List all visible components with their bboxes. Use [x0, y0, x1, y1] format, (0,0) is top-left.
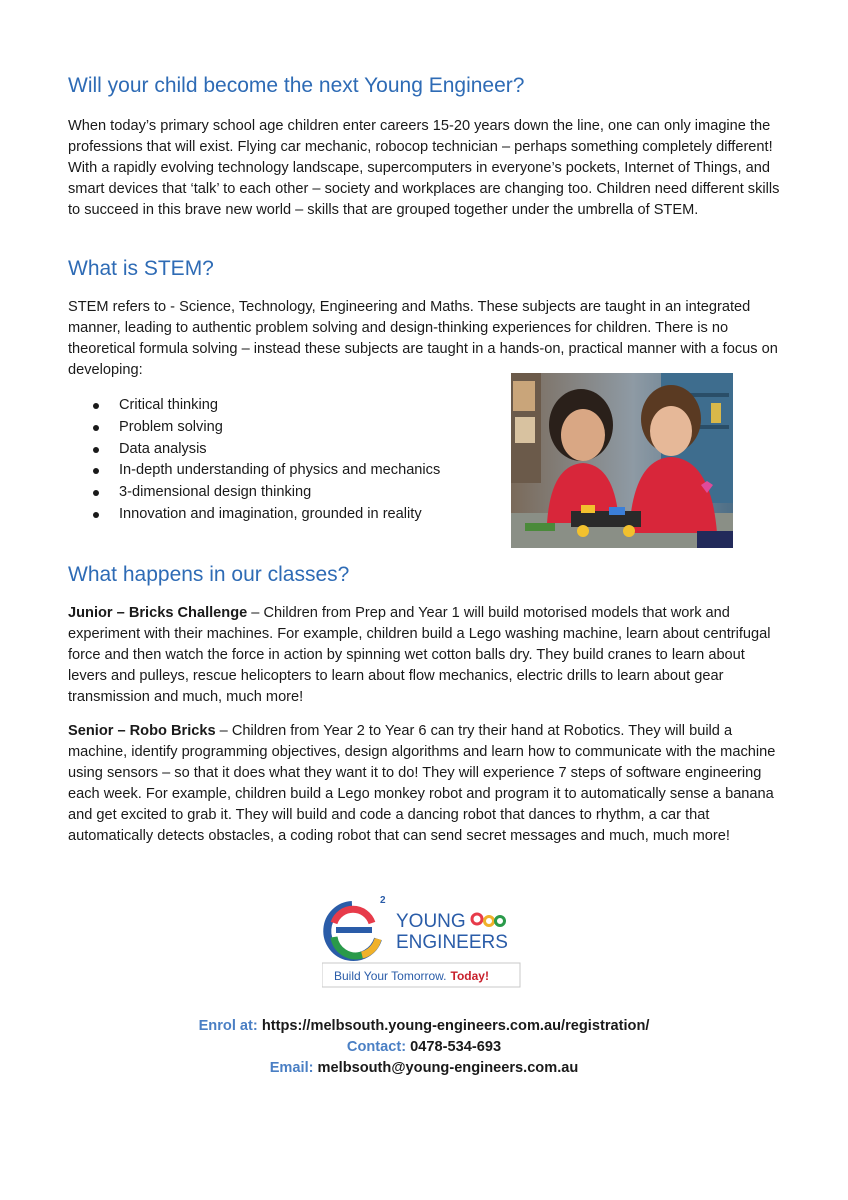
- bullet-icon: [93, 468, 99, 474]
- bullet-icon: [93, 403, 99, 409]
- gears-icon: [472, 914, 505, 926]
- logo-tagline-b: Today!: [450, 969, 489, 983]
- logo-line1: YOUNG: [396, 911, 466, 932]
- list-item: Problem solving: [88, 417, 440, 439]
- contact-label: Contact:: [346, 1039, 407, 1055]
- bullet-icon: [93, 425, 99, 431]
- bullet-icon: [93, 512, 99, 518]
- senior-title: Senior – Robo Bricks: [68, 723, 216, 739]
- senior-body: – Children from Year 2 to Year 6 can try their hand at Robotics. They will build a machine, identify programming objectives, design algorithms and learn how to communicate with the machine using sensors – so that it does what they want it to do! They will experience 7 steps of software engineering each week. For example, children build a Lego monkey robot and program it to automatically sense a banana and get excited to grab it. They will build and code a dancing robot that dances to rhythm, a car that automatically detects obstacles, a coding robot that can send secret messages and much, much more!: [68, 723, 776, 844]
- intro-paragraph: When today’s primary school age children enter careers 15-20 years down the line, one can only imagine the professions that will exist. Flying car mechanic, robocop technician – perhaps something completely different! With a rapidly evolving technology landscape, supercomputers in everyone’s pockets, Internet of Things, and smart devices that ‘talk’ to each other – society and workplaces are changing too. Children need different skills to succeed in this brave new world – skills that are grouped together under the umbrella of STEM.: [68, 118, 780, 218]
- contact-block: [0, 1016, 848, 1079]
- children-photo: [511, 373, 733, 548]
- svg-text:Build Your Tomorrow.Today!: [334, 969, 489, 983]
- email-label: Email:: [269, 1060, 314, 1076]
- junior-body: – Children from Prep and Year 1 will build motorised models that work and experiment with their machines. For example, children build a Lego washing machine, learn about centrifugal force and then watch the force in action by spinning wet cotton balls dry. They build cranes to learn about levers and pulleys, rescue helicopters to learn about flow mechanics, electric drills to learn about gear transmission and much, much more!: [68, 605, 771, 705]
- logo-line2: ENGINEERS: [396, 932, 508, 953]
- enrol-link[interactable]: https://melbsouth.young-engineers.com.au/registration/: [261, 1018, 650, 1034]
- heading-classes: What happens in our classes?: [68, 563, 350, 586]
- list-item: In-depth understanding of physics and mechanics: [88, 460, 440, 482]
- list-item: Data analysis: [88, 439, 440, 461]
- list-item: Innovation and imagination, grounded in reality: [88, 504, 440, 526]
- logo-tagline-a: Build Your Tomorrow.: [334, 969, 447, 983]
- senior-paragraph: [68, 721, 786, 847]
- contact-line: [0, 1037, 848, 1058]
- stem-paragraph: STEM refers to - Science, Technology, Engineering and Maths. These subjects are taught in an integrated manner, leading to authentic problem solving and design-thinking experiences for children. There is no theoretical formula solving – instead these subjects are taught in a hands-on, practical manner with a focus on developing:: [68, 299, 778, 378]
- email-address[interactable]: melbsouth@young-engineers.com.au: [317, 1060, 579, 1076]
- list-item: 3-dimensional design thinking: [88, 482, 440, 504]
- young-engineers-logo: [322, 893, 524, 989]
- logo-superscript: 2: [380, 895, 386, 906]
- bullet-icon: [93, 490, 99, 496]
- enrol-line: [0, 1016, 848, 1037]
- skills-list: [88, 395, 440, 526]
- phone-number[interactable]: 0478-534-693: [410, 1039, 502, 1055]
- enrol-label: Enrol at:: [198, 1018, 258, 1034]
- junior-paragraph: [68, 603, 786, 708]
- email-line: [0, 1058, 848, 1079]
- list-item: Critical thinking: [88, 395, 440, 417]
- junior-title: Junior – Bricks Challenge: [68, 605, 248, 621]
- heading-young-engineer: Will your child become the next Young Engineer?: [68, 74, 525, 97]
- bullet-icon: [93, 447, 99, 453]
- heading-what-is-stem: What is STEM?: [68, 257, 214, 280]
